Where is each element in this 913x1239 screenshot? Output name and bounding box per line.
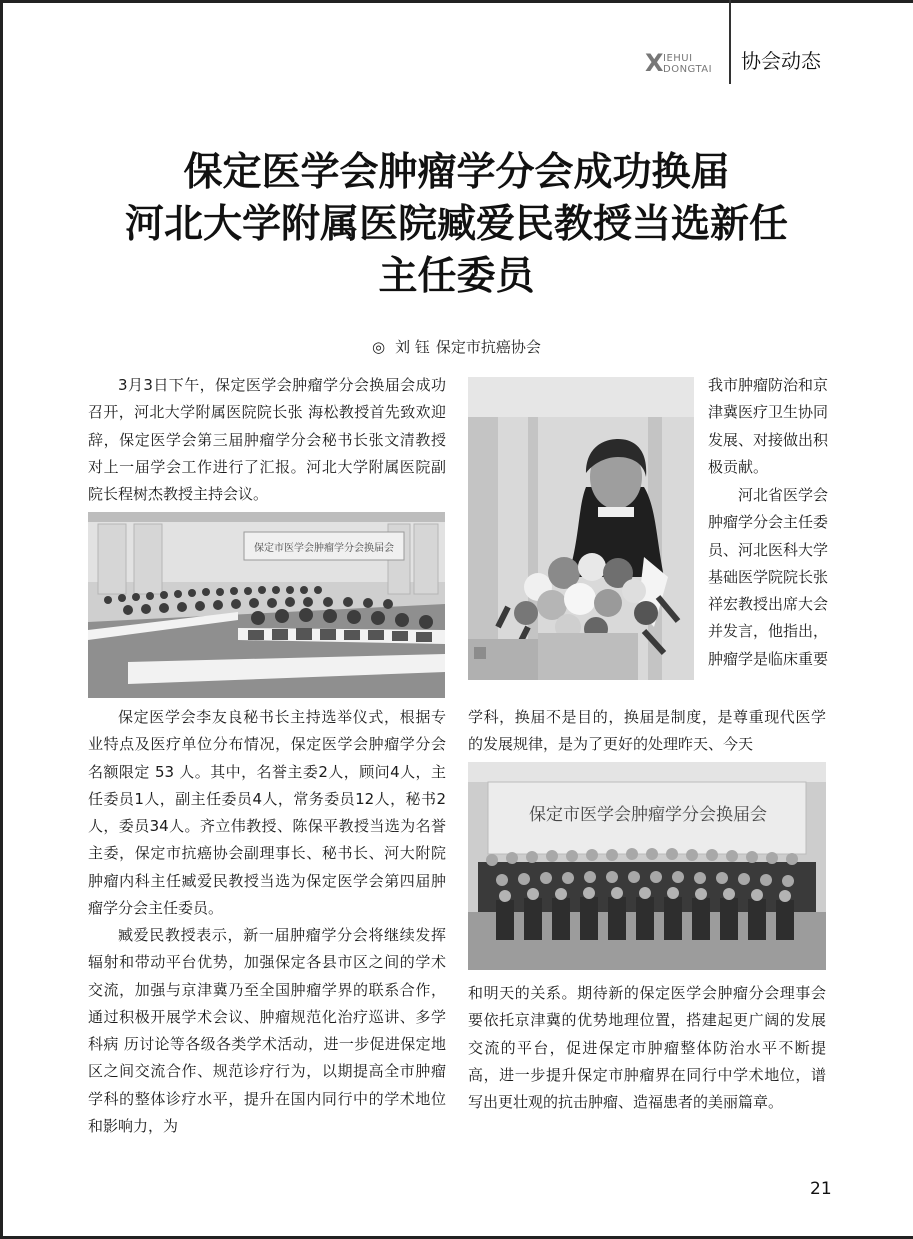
byline-author: 刘 钰 xyxy=(395,338,430,356)
paragraph-1: 3月3日下午，保定医学会肿瘤学分会换届会成功召开，河北大学附属医院院长张 海松教授首先致欢迎辞，保定医学会第三届肿瘤学分会秘书长张文清教授对上一届学会工作进行了汇报。河北大学附属医院副院长程树杰教授主持会议。 xyxy=(88,376,446,504)
paragraph-3-continued: 我市肿瘤防治和京津冀医疗卫生协同发展、对接做出积极贡献。 xyxy=(708,376,829,476)
byline xyxy=(0,337,913,357)
paragraph-2: 保定医学会李友良秘书长主持选举仪式，根据专业特点及医疗单位分布情况，保定医学会肿瘤学分会名额限定 53 人。其中，名誉主委2人，顾问4人，主任委员1人，副主任委员4人，常务委员12人，秘书2人，委员34人。齐立伟教授、陈保平教授当选为名誉主委，保定市抗癌协会副理事长、秘书长、河大附院肿瘤内科主任臧爱民教授当选为保定医学会第四届肿瘤学分会主任委员。 xyxy=(88,708,446,918)
section-label-cn: 协会动态 xyxy=(741,49,821,73)
title-line-1: 保定医学会肿瘤学分会成功换届 xyxy=(183,149,730,195)
section-en-line1: IEHUI xyxy=(663,53,693,64)
header-divider xyxy=(729,0,731,84)
section-en-line2: DONGTAI xyxy=(663,64,713,75)
page-number: 21 xyxy=(810,1179,832,1199)
title-line-3: 主任委员 xyxy=(378,253,535,299)
paragraph-3: 臧爱民教授表示，新一届肿瘤学分会将继续发挥辐射和带动平台优势，加强保定各县市区之间的学术交流，加强与京津冀乃至全国肿瘤学界的联系合作，通过积极开展学术会议、肿瘤规范化治疗巡讲、多学科病 历讨论等各级各类学术活动，进一步促进保定地区之间交流合作、规范诊疗行为，以期提高全市肿瘤学科的整体诊疗水平，提升在国内同行中的学术地位和影响力，为 xyxy=(88,926,446,1136)
meeting-banner-text: 保定市医学会肿瘤学分会换届会 xyxy=(254,543,394,554)
byline-symbol: ◎ xyxy=(372,338,386,356)
paragraph-4-end: 和明天的关系。期待新的保定医学会肿瘤分会理事会要依托京津冀的优势地理位置，搭建起更广阔的发展交流的平台，促进保定市肿瘤整体防治水平不断提高，进一步提升保定市肿瘤界在同行中学术地位，谱写出更壮观的抗击肿瘤、造福患者的美丽篇章。 xyxy=(468,984,826,1112)
group-photo xyxy=(468,762,826,970)
paragraph-4: 河北省医学会肿瘤学分会主任委员、河北医科大学基础医学院院长张祥宏教授出席大会并发言，他指出，肿瘤学是临床重要 xyxy=(708,486,829,668)
article-title xyxy=(60,146,853,302)
paragraph-4-continued: 学科，换届不是目的，换届是制度，是尊重现代医学的发展规律，是为了更好的处理昨天、今天 xyxy=(468,708,826,754)
speaker-photo xyxy=(468,377,694,680)
meeting-hall-photo xyxy=(88,512,445,698)
byline-org: 保定市抗癌协会 xyxy=(435,338,541,356)
group-banner-text: 保定市医学会肿瘤学分会换届会 xyxy=(529,805,767,825)
section-label-en xyxy=(645,50,725,76)
section-en-initial: X xyxy=(645,49,664,77)
title-line-2: 河北大学附属医院臧爱民教授当选新任 xyxy=(124,201,788,247)
